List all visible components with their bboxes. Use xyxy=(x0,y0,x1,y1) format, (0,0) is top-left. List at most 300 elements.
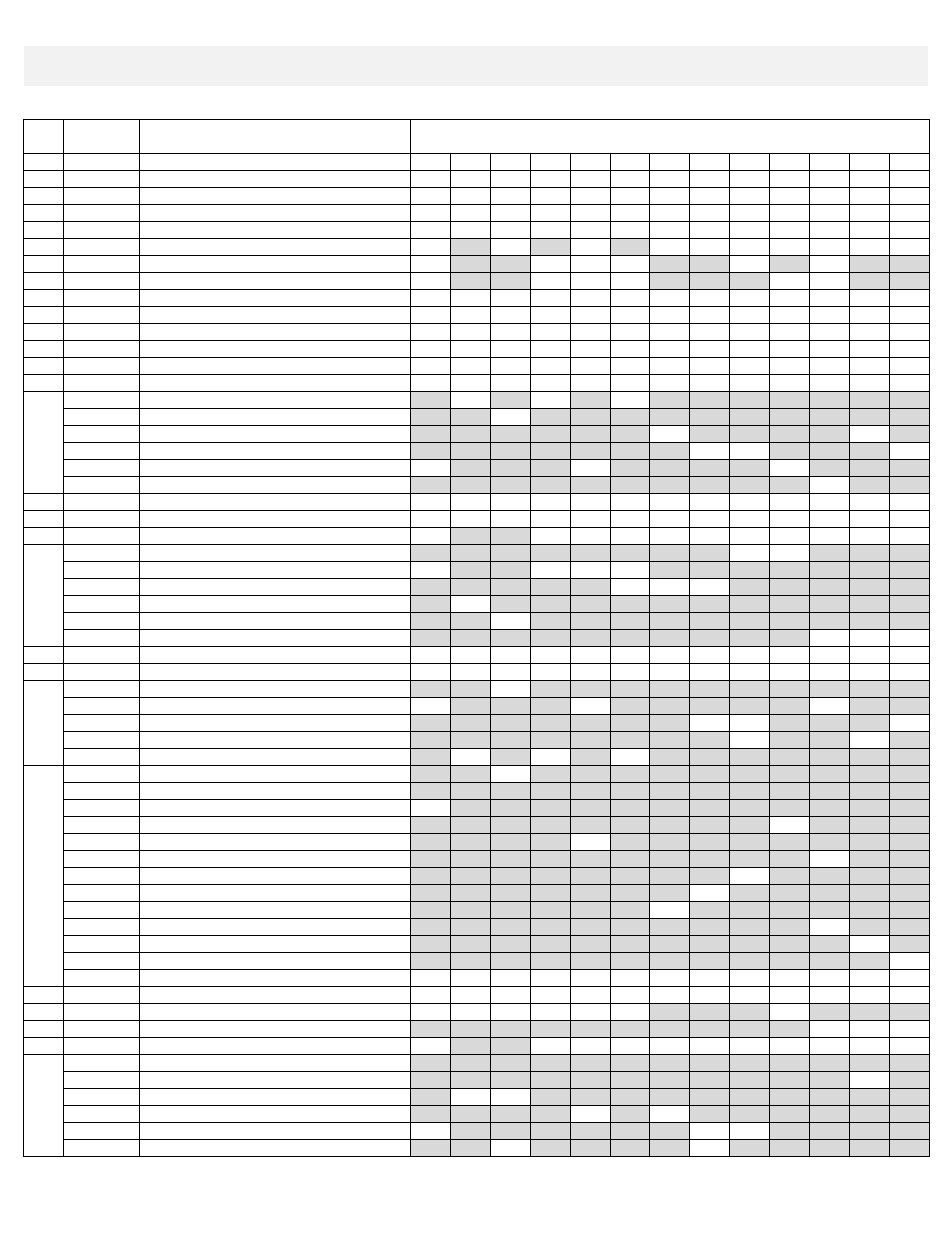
grid-cell xyxy=(810,1004,850,1021)
grid-cell xyxy=(491,596,531,613)
table-row xyxy=(24,1038,930,1055)
description-cell xyxy=(140,392,411,409)
grid-cell xyxy=(890,545,930,562)
grid-cell xyxy=(411,545,451,562)
grid-cell xyxy=(411,341,451,358)
grid-cell xyxy=(690,800,730,817)
grid-cell xyxy=(451,426,491,443)
grid-cell xyxy=(650,783,690,800)
grid-cell xyxy=(611,511,650,528)
grid-cell xyxy=(531,1038,571,1055)
grid-cell xyxy=(491,324,531,341)
table-row xyxy=(24,409,930,426)
grid-cell xyxy=(890,1123,930,1140)
grid-cell xyxy=(890,1106,930,1123)
grid-cell xyxy=(690,1021,730,1038)
grid-cell xyxy=(531,324,571,341)
grid-cell xyxy=(451,562,491,579)
grid-cell xyxy=(850,1106,890,1123)
grid-cell xyxy=(611,868,650,885)
grid-cell xyxy=(810,647,850,664)
grid-cell xyxy=(730,290,770,307)
grid-cell xyxy=(730,562,770,579)
description-cell xyxy=(140,1038,411,1055)
grid-cell xyxy=(531,919,571,936)
grid-cell xyxy=(531,375,571,392)
row-number-cell xyxy=(24,1038,64,1055)
grid-cell xyxy=(611,545,650,562)
description-cell xyxy=(140,579,411,596)
grid-cell xyxy=(730,1055,770,1072)
grid-cell xyxy=(611,205,650,222)
table-row xyxy=(24,715,930,732)
grid-cell xyxy=(451,1106,491,1123)
grid-cell xyxy=(571,664,611,681)
description-cell xyxy=(140,766,411,783)
grid-cell xyxy=(690,1072,730,1089)
grid-cell xyxy=(770,1021,810,1038)
grid-cell xyxy=(411,800,451,817)
group-cell xyxy=(24,545,64,647)
grid-cell xyxy=(451,256,491,273)
grid-cell xyxy=(531,409,571,426)
grid-cell xyxy=(690,426,730,443)
grid-cell xyxy=(850,307,890,324)
code-cell xyxy=(64,460,140,477)
grid-cell xyxy=(850,222,890,239)
code-cell xyxy=(64,426,140,443)
grid-cell xyxy=(650,545,690,562)
grid-cell xyxy=(411,460,451,477)
grid-cell xyxy=(650,426,690,443)
grid-cell xyxy=(650,987,690,1004)
grid-cell xyxy=(890,426,930,443)
description-cell xyxy=(140,936,411,953)
grid-cell xyxy=(690,1055,730,1072)
grid-cell xyxy=(770,528,810,545)
description-cell xyxy=(140,800,411,817)
table-row xyxy=(24,987,930,1004)
table-row xyxy=(24,885,930,902)
grid-cell xyxy=(611,970,650,987)
grid-cell xyxy=(411,596,451,613)
grid-cell xyxy=(890,732,930,749)
grid-cell xyxy=(491,392,531,409)
grid-cell xyxy=(730,1021,770,1038)
grid-cell xyxy=(451,885,491,902)
grid-cell xyxy=(451,188,491,205)
grid-cell xyxy=(611,341,650,358)
grid-cell xyxy=(531,426,571,443)
grid-cell xyxy=(650,1038,690,1055)
grid-cell xyxy=(611,1089,650,1106)
grid-cell xyxy=(850,256,890,273)
description-cell xyxy=(140,171,411,188)
grid-cell xyxy=(850,817,890,834)
grid-cell xyxy=(650,460,690,477)
grid-cell xyxy=(411,528,451,545)
grid-cell xyxy=(890,596,930,613)
grid-cell xyxy=(611,222,650,239)
grid-cell xyxy=(810,375,850,392)
code-cell xyxy=(64,970,140,987)
grid-cell xyxy=(611,460,650,477)
grid-cell xyxy=(411,1004,451,1021)
grid-cell xyxy=(411,987,451,1004)
code-cell xyxy=(64,800,140,817)
description-cell xyxy=(140,1089,411,1106)
grid-cell xyxy=(611,817,650,834)
grid-cell xyxy=(650,596,690,613)
grid-cell xyxy=(451,545,491,562)
grid-cell xyxy=(411,613,451,630)
grid-cell xyxy=(690,596,730,613)
grid-cell xyxy=(890,171,930,188)
grid-cell xyxy=(810,987,850,1004)
grid-cell xyxy=(531,460,571,477)
grid-cell xyxy=(451,511,491,528)
grid-cell xyxy=(730,834,770,851)
grid-cell xyxy=(571,1140,611,1157)
grid-cell xyxy=(451,341,491,358)
code-cell xyxy=(64,1089,140,1106)
grid-cell xyxy=(810,596,850,613)
grid-cell xyxy=(531,834,571,851)
table-row xyxy=(24,239,930,256)
grid-cell xyxy=(491,630,531,647)
description-cell xyxy=(140,664,411,681)
grid-cell xyxy=(571,885,611,902)
grid-cell xyxy=(890,1140,930,1157)
grid-cell xyxy=(650,1123,690,1140)
grid-cell xyxy=(611,528,650,545)
grid-cell xyxy=(730,392,770,409)
grid-cell xyxy=(770,834,810,851)
grid-cell xyxy=(810,273,850,290)
grid-cell xyxy=(690,766,730,783)
grid-cell xyxy=(611,834,650,851)
grid-cell xyxy=(411,749,451,766)
grid-cell xyxy=(810,817,850,834)
grid-cell xyxy=(491,766,531,783)
grid-cell xyxy=(730,426,770,443)
grid-cell xyxy=(451,698,491,715)
grid-cell xyxy=(850,987,890,1004)
grid-cell xyxy=(850,936,890,953)
grid-cell xyxy=(850,324,890,341)
grid-cell xyxy=(810,528,850,545)
grid-cell xyxy=(650,902,690,919)
grid-cell xyxy=(451,1140,491,1157)
grid-cell xyxy=(411,562,451,579)
grid-cell xyxy=(770,1038,810,1055)
description-cell xyxy=(140,919,411,936)
group-cell xyxy=(24,681,64,766)
grid-cell xyxy=(690,494,730,511)
grid-cell xyxy=(571,528,611,545)
grid-cell xyxy=(890,647,930,664)
grid-cell xyxy=(890,868,930,885)
code-cell xyxy=(64,698,140,715)
grid-cell xyxy=(650,324,690,341)
grid-cell xyxy=(730,579,770,596)
grid-cell xyxy=(571,188,611,205)
grid-cell xyxy=(411,783,451,800)
grid-cell xyxy=(411,715,451,732)
grid-cell xyxy=(810,681,850,698)
grid-cell xyxy=(451,443,491,460)
table-row xyxy=(24,290,930,307)
grid-cell xyxy=(491,885,531,902)
subheader-cell xyxy=(64,154,140,171)
grid-cell xyxy=(730,919,770,936)
table-row xyxy=(24,970,930,987)
header-cell-2 xyxy=(64,120,140,154)
grid-cell xyxy=(770,800,810,817)
grid-cell xyxy=(690,681,730,698)
grid-cell xyxy=(611,919,650,936)
grid-cell xyxy=(730,1004,770,1021)
grid-cell xyxy=(810,256,850,273)
grid-cell xyxy=(770,596,810,613)
row-number-cell xyxy=(24,171,64,188)
grid-cell xyxy=(491,1021,531,1038)
grid-cell xyxy=(770,562,810,579)
grid-cell xyxy=(770,970,810,987)
grid-cell xyxy=(571,460,611,477)
grid-cell xyxy=(770,1055,810,1072)
grid-cell xyxy=(451,664,491,681)
row-number-cell xyxy=(24,307,64,324)
grid-cell xyxy=(690,987,730,1004)
grid-cell xyxy=(890,613,930,630)
grid-cell xyxy=(730,1123,770,1140)
grid-cell xyxy=(730,171,770,188)
grid-cell xyxy=(770,681,810,698)
grid-cell xyxy=(850,494,890,511)
grid-cell xyxy=(411,936,451,953)
grid-cell xyxy=(611,800,650,817)
grid-cell xyxy=(650,1072,690,1089)
grid-cell xyxy=(890,783,930,800)
table-row xyxy=(24,851,930,868)
grid-cell xyxy=(611,902,650,919)
grid-cell xyxy=(890,358,930,375)
grid-cell xyxy=(890,528,930,545)
grid-cell xyxy=(890,579,930,596)
grid-cell xyxy=(890,919,930,936)
grid-cell xyxy=(690,630,730,647)
grid-cell xyxy=(451,596,491,613)
grid-cell xyxy=(890,885,930,902)
grid-cell xyxy=(611,290,650,307)
code-cell xyxy=(64,256,140,273)
grid-cell xyxy=(690,256,730,273)
grid-cell xyxy=(770,987,810,1004)
grid-cell xyxy=(491,817,531,834)
grid-cell xyxy=(770,1072,810,1089)
description-cell xyxy=(140,630,411,647)
code-cell xyxy=(64,341,140,358)
grid-cell xyxy=(411,766,451,783)
grid-cell xyxy=(810,239,850,256)
grid-cell xyxy=(810,715,850,732)
grid-cell xyxy=(770,715,810,732)
grid-cell xyxy=(770,749,810,766)
grid-cell xyxy=(850,851,890,868)
grid-cell xyxy=(491,307,531,324)
grid-cell xyxy=(770,579,810,596)
grid-cell xyxy=(611,477,650,494)
grid-cell xyxy=(491,358,531,375)
table-row xyxy=(24,800,930,817)
grid-cell xyxy=(411,290,451,307)
grid-cell xyxy=(531,358,571,375)
grid-cell xyxy=(650,749,690,766)
grid-cell xyxy=(491,681,531,698)
code-cell xyxy=(64,936,140,953)
code-cell xyxy=(64,766,140,783)
code-cell xyxy=(64,596,140,613)
grid-cell xyxy=(491,664,531,681)
code-cell xyxy=(64,290,140,307)
grid-cell xyxy=(890,239,930,256)
grid-cell xyxy=(571,341,611,358)
grid-cell xyxy=(411,1089,451,1106)
table-row xyxy=(24,936,930,953)
grid-cell xyxy=(810,222,850,239)
grid-cell xyxy=(890,749,930,766)
grid-cell xyxy=(690,868,730,885)
grid-cell xyxy=(690,239,730,256)
grid-cell xyxy=(730,188,770,205)
grid-cell xyxy=(730,596,770,613)
grid-cell xyxy=(411,324,451,341)
grid-cell xyxy=(850,1089,890,1106)
grid-cell xyxy=(531,1004,571,1021)
grid-cell xyxy=(611,324,650,341)
grid-cell xyxy=(810,443,850,460)
grid-cell xyxy=(850,290,890,307)
table-row xyxy=(24,1072,930,1089)
grid-cell xyxy=(650,477,690,494)
grid-cell xyxy=(890,1021,930,1038)
grid-cell xyxy=(531,664,571,681)
grid-cell xyxy=(650,817,690,834)
grid-cell xyxy=(571,647,611,664)
grid-cell xyxy=(531,188,571,205)
description-cell xyxy=(140,868,411,885)
grid-cell xyxy=(730,273,770,290)
grid-cell xyxy=(890,256,930,273)
grid-cell xyxy=(850,528,890,545)
grid-cell xyxy=(411,1106,451,1123)
grid-cell xyxy=(611,1055,650,1072)
grid-cell xyxy=(531,630,571,647)
grid-cell xyxy=(690,460,730,477)
table-row xyxy=(24,562,930,579)
grid-cell xyxy=(650,647,690,664)
grid-cell xyxy=(850,1021,890,1038)
grid-cell xyxy=(730,1089,770,1106)
grid-cell xyxy=(850,630,890,647)
code-cell xyxy=(64,749,140,766)
grid-cell xyxy=(730,698,770,715)
grid-cell xyxy=(531,1021,571,1038)
table-row xyxy=(24,494,930,511)
code-cell xyxy=(64,443,140,460)
grid-cell xyxy=(491,1004,531,1021)
grid-cell xyxy=(411,222,451,239)
grid-cell xyxy=(491,205,531,222)
grid-cell xyxy=(850,273,890,290)
grid-cell xyxy=(890,409,930,426)
grid-cell xyxy=(531,851,571,868)
grid-cell xyxy=(650,800,690,817)
grid-cell xyxy=(611,579,650,596)
grid-cell xyxy=(491,936,531,953)
code-cell xyxy=(64,1072,140,1089)
table-row xyxy=(24,1123,930,1140)
grid-cell xyxy=(770,647,810,664)
grid-cell xyxy=(491,783,531,800)
grid-cell xyxy=(650,1004,690,1021)
row-number-cell xyxy=(24,222,64,239)
row-number-cell xyxy=(24,358,64,375)
grid-cell xyxy=(850,409,890,426)
grid-cell xyxy=(451,375,491,392)
grid-cell xyxy=(531,885,571,902)
description-cell xyxy=(140,511,411,528)
grid-cell xyxy=(451,1055,491,1072)
grid-cell xyxy=(611,1123,650,1140)
grid-cell xyxy=(411,902,451,919)
grid-cell xyxy=(531,341,571,358)
grid-cell xyxy=(890,800,930,817)
grid-cell xyxy=(730,613,770,630)
grid-cell xyxy=(571,443,611,460)
grid-cell xyxy=(571,1021,611,1038)
grid-cell xyxy=(850,1072,890,1089)
grid-cell xyxy=(491,375,531,392)
subheader-cell xyxy=(140,154,411,171)
table-row xyxy=(24,1021,930,1038)
grid-cell xyxy=(571,409,611,426)
table-row xyxy=(24,1140,930,1157)
grid-cell xyxy=(650,715,690,732)
grid-cell xyxy=(690,664,730,681)
description-cell xyxy=(140,545,411,562)
grid-cell xyxy=(531,579,571,596)
grid-cell xyxy=(690,341,730,358)
grid-cell xyxy=(451,273,491,290)
group-cell xyxy=(24,1055,64,1157)
grid-cell xyxy=(531,1089,571,1106)
table-row xyxy=(24,1089,930,1106)
grid-cell xyxy=(491,545,531,562)
grid-cell xyxy=(650,256,690,273)
table-row xyxy=(24,443,930,460)
grid-cell xyxy=(611,188,650,205)
grid-cell xyxy=(571,596,611,613)
subheader-cell xyxy=(890,154,930,171)
grid-cell xyxy=(571,358,611,375)
grid-cell xyxy=(411,681,451,698)
grid-cell xyxy=(770,902,810,919)
grid-cell xyxy=(571,1038,611,1055)
grid-cell xyxy=(571,392,611,409)
grid-cell xyxy=(571,630,611,647)
